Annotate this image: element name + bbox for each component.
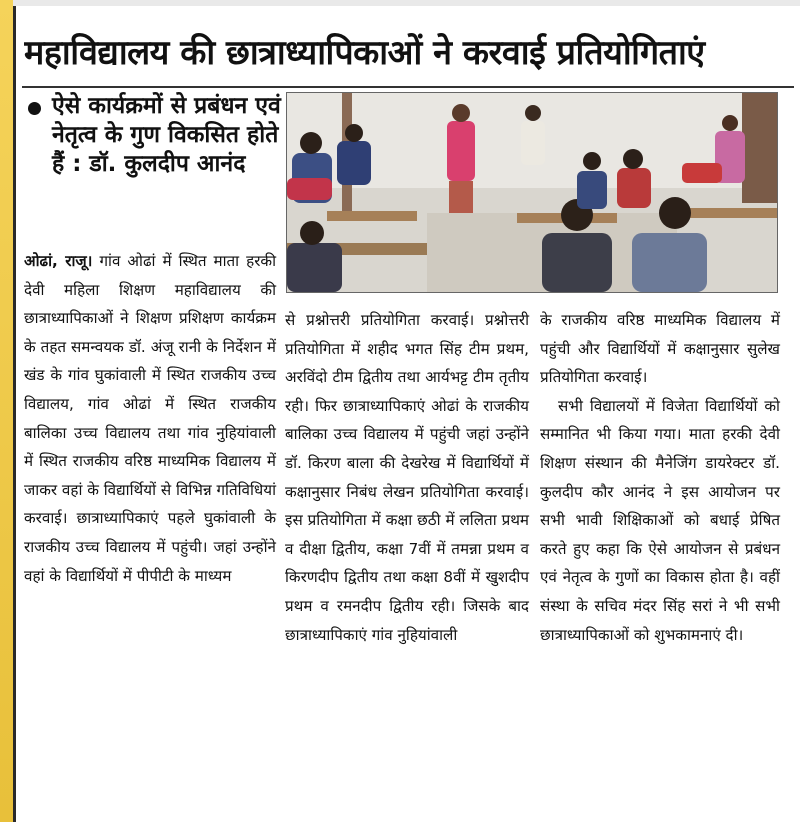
headline-rule xyxy=(22,86,794,88)
subheadline-block xyxy=(24,92,284,242)
column-3-paragraph-2: सभी विद्यालयों में विजेता विद्यार्थियों को सम्मानित भी किया गया। माता हरकी देवी शिक्षण संस्थान की मैनेजिंग डायरेक्टर डॉ. कुलदीप कौर आनंद ने इस आयोजन पर सभी भावी शिक्षिकाओं को बधाई प्रेषित करते हुए कहा कि ऐसे आयोजन से प्रबंधन एवं नेतृत्व के गुणों का विकास होता है। वहीं संस्था के सचिव मंदर सिंह सरां ने भी सभी छात्राध्यापिकाओं को शुभकामनाएं दी। xyxy=(540,396,780,644)
article-column-3 xyxy=(540,306,780,806)
page-top-edge xyxy=(13,0,800,6)
column-2-text: से प्रश्नोत्तरी प्रतियोगिता करवाई। प्रश्नोत्तरी प्रतियोगिता में शहीद भगत सिंह टीम प्रथम, अरविंदो टीम द्वितीय तथा आर्यभट्ट टीम तृतीय रही। फिर छात्राध्यापिकाएं ओढां के राजकीय बालिका उच्च विद्यालय में पहुंची जहां उन्होंने डॉ. किरण बाला की देखरेख में विद्यार्थियों में कक्षानुसार निबंध लेखन प्रतियोगिता करवाई। इस प्रतियोगिता में कक्षा छठी में ललिता प्रथम व दीक्षा द्वितीय, कक्षा 7वीं में तमन्ना प्रथम व किरणदीप द्वितीय तथा कक्षा 8वीं में खुशदीप प्रथम व रमनदीप द्वितीय रही। जिसके बाद छात्राध्यापिकाएं गांव नुहियांवाली xyxy=(285,311,529,644)
article-dateline: ओढां, राजू। xyxy=(24,252,93,270)
article-column-1 xyxy=(24,247,276,807)
article-headline: महाविद्यालय की छात्राध्यापिकाओं ने करवाई प्रतियोगिताएं xyxy=(24,33,705,73)
column-1-text: गांव ओढां में स्थित माता हरकी देवी महिला शिक्षण महाविद्यालय की छात्राध्यापिकाओं ने शिक्षण प्रशिक्षण कार्यक्रम के तहत समन्वयक डॉ. अंजू रानी के निर्देशन में खंड के गांव घुकांवाली में स्थित राजकीय उच्च विद्यालय, गांव ओढां में स्थित राजकीय बालिका उच्च विद्यालय तथा गांव नुहियांवाली में स्थित राजकीय वरिष्ठ माध्यमिक विद्यालय में जाकर वहां के विद्यार्थियों से विभिन्न गतिविधियां करवाई। छात्राध्यापिकाएं पहले घुकांवाली के राजकीय उच्च विद्यालय में पहुंची। जहां उन्होंने वहां के विद्यार्थियों में पीपीटी के माध्यम xyxy=(24,252,277,585)
classroom-photo xyxy=(286,92,778,293)
classroom-photo-illustration xyxy=(287,93,777,292)
article-subheadline: ऐसे कार्यक्रमों से प्रबंधन एवं नेतृत्व के गुण विकसित होते हैं : डॉ. कुलदीप आनंद xyxy=(52,93,281,177)
article-column-2 xyxy=(285,306,529,806)
page-left-border xyxy=(0,0,13,822)
column-3-paragraph-1: के राजकीय वरिष्ठ माध्यमिक विद्यालय में पहुंची और विद्यार्थियों में कक्षानुसार सुलेख प्रतियोगिता करवाई। xyxy=(540,311,780,387)
bullet-icon xyxy=(28,102,41,115)
